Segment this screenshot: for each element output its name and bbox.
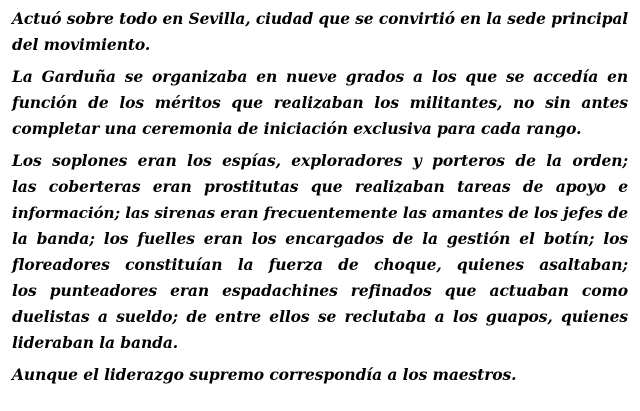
paragraph-roles	[12, 148, 628, 356]
text-line: floreadores constituían la fuerza de choque, quienes asaltaban;	[12, 255, 628, 274]
text-line: del movimiento.	[12, 35, 151, 54]
text-line: lideraban la banda.	[12, 333, 179, 352]
text-line: información; las sirenas eran frecuentemente las amantes de los jefes de	[12, 204, 628, 222]
text-line: la banda; los fuelles eran los encargados de la gestión el botín; los	[12, 229, 628, 248]
text-line: completar una ceremonia de iniciación exclusiva para cada rango.	[12, 119, 582, 138]
text-line: los punteadores eran espadachines refinados que actuaban como	[12, 281, 628, 300]
text-line: Actuó sobre todo en Sevilla, ciudad que se convirtió en la sede principal	[12, 10, 628, 28]
paragraph-maestros	[12, 362, 628, 388]
text-line: función de los méritos que realizaban los militantes, no sin antes	[12, 93, 628, 112]
text-line: Los soplones eran los espías, exploradores y porteros de la orden;	[12, 151, 628, 170]
text-line: las coberteras eran prostitutas que realizaban tareas de apoyo e	[12, 177, 628, 196]
paragraph-grados	[12, 64, 628, 142]
text-line: Aunque el liderazgo supremo correspondía a los maestros.	[12, 365, 517, 384]
text-line: duelistas a sueldo; de entre ellos se reclutaba a los guapos, quienes	[12, 307, 628, 326]
paragraph-sevilla	[12, 6, 628, 58]
text-line: La Garduña se organizaba en nueve grados a los que se accedía en	[12, 67, 628, 86]
